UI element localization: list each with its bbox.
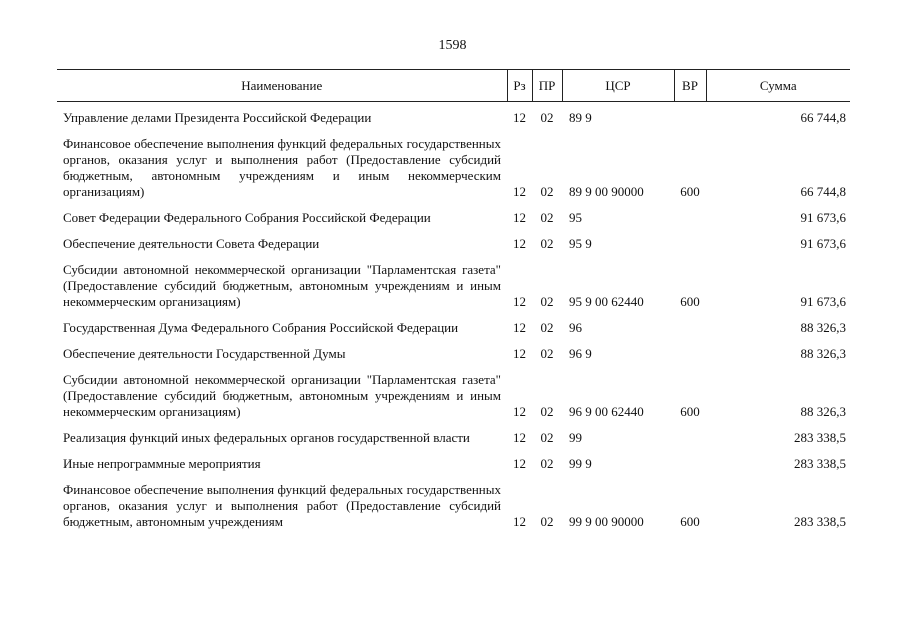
header-sum: Сумма bbox=[706, 70, 850, 102]
row-name: Совет Федерации Федерального Собрания Российской Федерации bbox=[63, 210, 431, 225]
header-pr: ПР bbox=[532, 70, 562, 102]
row-pr: 02 bbox=[540, 320, 554, 335]
row-rz: 12 bbox=[513, 210, 526, 225]
row-pr: 02 bbox=[540, 210, 554, 225]
row-rz: 12 bbox=[513, 294, 526, 309]
row-name: Иные непрограммные мероприятия bbox=[63, 456, 261, 471]
header-csr: ЦСР bbox=[562, 70, 674, 102]
row-csr: 89 9 bbox=[569, 110, 592, 125]
table-row bbox=[57, 136, 850, 210]
row-sum: 283 338,5 bbox=[794, 430, 846, 445]
row-sum: 91 673,6 bbox=[800, 236, 846, 251]
table-header-row bbox=[57, 70, 850, 102]
row-vr bbox=[674, 236, 706, 262]
row-pr: 02 bbox=[540, 110, 554, 125]
page-number: 1598 bbox=[438, 38, 467, 53]
row-pr: 02 bbox=[540, 404, 554, 419]
table-row bbox=[57, 430, 850, 456]
row-csr: 99 9 bbox=[569, 456, 592, 471]
table-row bbox=[57, 262, 850, 320]
table-row bbox=[57, 372, 850, 430]
row-rz: 12 bbox=[513, 320, 526, 335]
row-name: Субсидии автономной некоммерческой организации "Парламентская газета" (Предоставление субсидий бюджетным, автономным учреждениям и иным некоммерческим организациям) bbox=[63, 262, 501, 309]
row-name: Реализация функций иных федеральных органов государственной власти bbox=[63, 430, 470, 445]
row-pr: 02 bbox=[540, 456, 554, 471]
row-rz: 12 bbox=[513, 514, 526, 529]
row-sum: 91 673,6 bbox=[800, 210, 846, 225]
row-sum: 66 744,8 bbox=[800, 110, 846, 125]
table-row bbox=[57, 320, 850, 346]
table-row bbox=[57, 102, 850, 137]
row-vr bbox=[674, 346, 706, 372]
row-csr: 99 bbox=[569, 430, 582, 445]
header-vr: ВР bbox=[674, 70, 706, 102]
row-csr: 95 bbox=[569, 210, 582, 225]
row-csr: 96 9 00 62440 bbox=[569, 404, 644, 419]
row-csr: 99 9 00 90000 bbox=[569, 514, 644, 529]
header-name: Наименование bbox=[57, 70, 507, 102]
row-csr: 96 bbox=[569, 320, 582, 335]
row-pr: 02 bbox=[540, 184, 554, 199]
row-rz: 12 bbox=[513, 184, 526, 199]
row-name: Обеспечение деятельности Государственной Думы bbox=[63, 346, 346, 361]
row-rz: 12 bbox=[513, 110, 526, 125]
table-row bbox=[57, 236, 850, 262]
row-vr bbox=[674, 210, 706, 236]
row-rz: 12 bbox=[513, 236, 526, 251]
row-sum: 88 326,3 bbox=[800, 404, 846, 419]
row-sum: 88 326,3 bbox=[800, 346, 846, 361]
row-sum: 66 744,8 bbox=[800, 184, 846, 199]
row-csr: 89 9 00 90000 bbox=[569, 184, 644, 199]
table-row bbox=[57, 456, 850, 482]
row-vr bbox=[674, 320, 706, 346]
row-csr: 95 9 bbox=[569, 236, 592, 251]
row-pr: 02 bbox=[540, 430, 554, 445]
row-vr: 600 bbox=[680, 184, 700, 199]
row-rz: 12 bbox=[513, 346, 526, 361]
row-vr: 600 bbox=[680, 514, 700, 529]
row-vr bbox=[674, 430, 706, 456]
row-name: Управление делами Президента Российской Федерации bbox=[63, 110, 372, 125]
table-row bbox=[57, 346, 850, 372]
row-pr: 02 bbox=[540, 514, 554, 529]
row-vr: 600 bbox=[680, 404, 700, 419]
row-sum: 283 338,5 bbox=[794, 514, 846, 529]
row-csr: 95 9 00 62440 bbox=[569, 294, 644, 309]
row-pr: 02 bbox=[540, 236, 554, 251]
budget-table bbox=[57, 69, 850, 540]
row-sum: 91 673,6 bbox=[800, 294, 846, 309]
row-sum: 283 338,5 bbox=[794, 456, 846, 471]
row-name: Финансовое обеспечение выполнения функций федеральных государственных органов, оказания услуг и выполнения работ (Предоставление субсидий бюджетным, автономным учреждениям и иным некоммерческим организациям) bbox=[63, 136, 501, 199]
row-rz: 12 bbox=[513, 404, 526, 419]
row-vr bbox=[674, 102, 706, 137]
row-pr: 02 bbox=[540, 346, 554, 361]
row-csr: 96 9 bbox=[569, 346, 592, 361]
table-row bbox=[57, 210, 850, 236]
row-vr bbox=[674, 456, 706, 482]
row-name: Финансовое обеспечение выполнения функций федеральных государственных органов, оказания услуг и выполнения работ (Предоставление субсидий бюджетным, автономным учреждениям bbox=[63, 482, 501, 529]
row-pr: 02 bbox=[540, 294, 554, 309]
table-row bbox=[57, 482, 850, 540]
row-name: Обеспечение деятельности Совета Федерации bbox=[63, 236, 320, 251]
row-name: Государственная Дума Федерального Собрания Российской Федерации bbox=[63, 320, 459, 335]
row-rz: 12 bbox=[513, 456, 526, 471]
row-sum: 88 326,3 bbox=[800, 320, 846, 335]
row-rz: 12 bbox=[513, 430, 526, 445]
header-rz: Рз bbox=[507, 70, 532, 102]
row-name: Субсидии автономной некоммерческой организации "Парламентская газета" (Предоставление субсидий бюджетным, автономным учреждениям и иным некоммерческим организациям) bbox=[63, 372, 501, 419]
row-vr: 600 bbox=[680, 294, 700, 309]
